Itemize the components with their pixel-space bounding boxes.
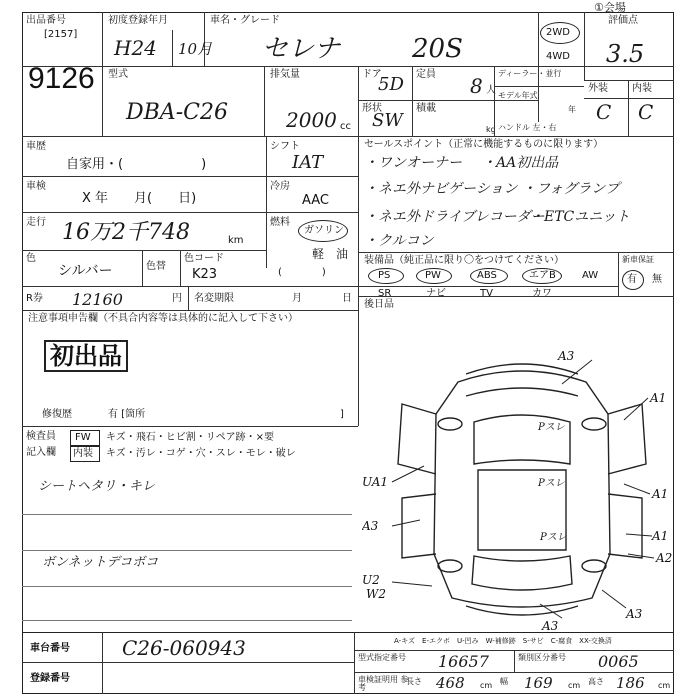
equip-airbag: エアB bbox=[529, 270, 556, 281]
int-label-box: 内装 bbox=[73, 448, 93, 459]
warranty-label: 新車保証 bbox=[622, 255, 654, 264]
fw-label: FW bbox=[75, 432, 91, 443]
warranty-yes: 有 bbox=[627, 274, 637, 285]
venue-mark: ①会場 bbox=[594, 1, 626, 14]
capacity-label: 定員 bbox=[416, 69, 436, 80]
month-unit: 月 bbox=[292, 293, 302, 304]
ac-label: 冷房 bbox=[270, 181, 290, 192]
inspector-label-2: 記入欄 bbox=[26, 447, 56, 458]
shape-label: 形状 bbox=[362, 103, 382, 114]
diag-label-u2: U2 bbox=[362, 573, 380, 587]
first-reg-year: H24 bbox=[114, 36, 157, 60]
year-unit: 年 bbox=[568, 105, 576, 114]
capacity-value: 8 bbox=[470, 74, 483, 98]
fw-items: キズ・飛石・ヒビ割・リペア跡・×要 bbox=[106, 432, 274, 443]
fuel-label: 燃料 bbox=[270, 217, 290, 228]
grade-value: 3.5 bbox=[606, 40, 645, 68]
equip-leather: カワ bbox=[532, 288, 552, 299]
equip-tv: TV bbox=[480, 288, 493, 299]
displacement-label: 排気量 bbox=[270, 69, 300, 80]
defect-legend: A-キズ E-エクボ U-凹み W-補修跡 S-サビ C-腐食 XX-交換済 bbox=[394, 637, 612, 645]
diag-label-ua1: UA1 bbox=[362, 475, 389, 489]
equip-aw: AW bbox=[582, 270, 599, 281]
sales-title: セールスポイント（正常に機能するものに限ります） bbox=[364, 139, 604, 150]
note-hand-1: シートヘタリ・キレ bbox=[38, 479, 155, 494]
inspect-value: X 年 月( 日) bbox=[82, 191, 197, 206]
mileage-value: 16万2千748 bbox=[62, 220, 190, 245]
color-value: シルバー bbox=[58, 263, 113, 279]
day-unit: 日 bbox=[342, 293, 352, 304]
length-label: 長さ bbox=[406, 677, 422, 686]
car-name: セレナ bbox=[262, 34, 341, 64]
diag-scratch-2: Pスレ bbox=[538, 478, 565, 489]
drive-4wd: 4WD bbox=[546, 51, 570, 62]
fuel-diesel: 軽 油 bbox=[312, 247, 349, 261]
lot-number: 9126 bbox=[28, 62, 95, 95]
repair-end: ] bbox=[340, 409, 344, 420]
length-value: 468 bbox=[436, 674, 465, 692]
color-code-label: 色コード bbox=[184, 253, 224, 264]
yen-unit: 円 bbox=[172, 293, 182, 304]
length-unit: cm bbox=[480, 681, 493, 690]
color-code-value: K23 bbox=[192, 267, 218, 282]
capacity-unit: 人 bbox=[486, 85, 496, 96]
diag-label-a1-r2: A1 bbox=[652, 487, 669, 501]
dealer-label: ディーラー・並行 bbox=[498, 69, 562, 78]
model-year-label: モデル年式 bbox=[498, 91, 538, 100]
history-label: 車歴 bbox=[26, 141, 46, 152]
int-value: C bbox=[638, 100, 654, 124]
chassis-value: C26-060943 bbox=[122, 636, 246, 660]
equip-abs: ABS bbox=[477, 270, 497, 281]
drive-2wd: 2WD bbox=[546, 27, 570, 38]
sales-point-4: ・フォグランプ bbox=[522, 181, 620, 197]
car-grade: 20S bbox=[412, 34, 463, 64]
type-value: 16657 bbox=[438, 652, 489, 671]
diag-label-w2: W2 bbox=[366, 587, 386, 601]
recycle-value: 12160 bbox=[72, 290, 123, 309]
first-reg-label: 初度登録年月 bbox=[108, 15, 168, 26]
sales-point-1: ・ワンオーナー bbox=[364, 155, 462, 171]
int-label: 内装 bbox=[632, 83, 652, 94]
note-hand-2: ボンネットデコボコ bbox=[42, 555, 159, 570]
shift-value: IAT bbox=[292, 152, 324, 173]
lot-sub: [2157] bbox=[44, 29, 78, 40]
fuel-paren: ( ) bbox=[278, 267, 326, 278]
inspect-label: 車検 bbox=[26, 181, 46, 192]
load-unit: kg bbox=[486, 125, 496, 134]
equip-navi: ナビ bbox=[426, 288, 446, 299]
first-listing-stamp: 初出品 bbox=[44, 340, 128, 372]
load-label: 積載 bbox=[416, 103, 436, 114]
equip-title: 装備品（純正品に限り〇をつけてください） bbox=[364, 255, 564, 266]
model-value: DBA-C26 bbox=[126, 100, 228, 125]
aftersale-label: 後日品 bbox=[364, 299, 394, 310]
recycle-label: R券 bbox=[26, 293, 43, 304]
handle-label: ハンドル 左・右 bbox=[498, 123, 557, 132]
mileage-label: 走行 bbox=[26, 217, 46, 228]
color-change-label: 色替 bbox=[146, 261, 166, 272]
diag-scratch-3: Pスレ bbox=[540, 532, 567, 543]
diag-label-a2: A2 bbox=[656, 551, 673, 565]
notes-title: 注意事項申告欄（不具合内容等は具体的に記入して下さい） bbox=[28, 313, 298, 324]
equip-ps: PS bbox=[378, 270, 391, 281]
diag-label-a3-left: A3 bbox=[362, 519, 379, 533]
color-label: 色 bbox=[26, 253, 36, 264]
height-unit: cm bbox=[658, 681, 671, 690]
sales-point-6: ・ETCユニット bbox=[530, 209, 630, 225]
fuel-gas: ガソリン bbox=[304, 225, 344, 236]
equip-pw: PW bbox=[425, 270, 441, 281]
first-reg-month: 10月 bbox=[178, 40, 213, 58]
shift-label: シフト bbox=[270, 141, 300, 152]
type-label: 型式指定番号 bbox=[358, 653, 406, 662]
km-unit: km bbox=[228, 235, 244, 246]
width-unit: cm bbox=[568, 681, 581, 690]
displacement-value: 2000 bbox=[286, 108, 337, 132]
history-value: 自家用・( ) bbox=[66, 157, 207, 172]
dim-label: 車検証明用 参考 bbox=[358, 675, 409, 692]
auction-sheet bbox=[22, 1, 674, 694]
sales-point-2: ・AA初出品 bbox=[482, 155, 559, 171]
class-value: 0065 bbox=[598, 652, 639, 671]
ac-value: AAC bbox=[302, 193, 329, 208]
ext-value: C bbox=[596, 100, 612, 124]
diag-label-a1-r3: A1 bbox=[652, 529, 669, 543]
model-label: 型式 bbox=[108, 69, 128, 80]
name-change-label: 名変期限 bbox=[194, 293, 234, 304]
height-label: 高さ bbox=[588, 677, 604, 686]
diag-scratch-1: Pスレ bbox=[538, 422, 565, 433]
int-items: キズ・汚レ・コゲ・穴・スレ・モレ・破レ bbox=[106, 448, 296, 459]
grade-label: 評価点 bbox=[608, 15, 638, 26]
lot-label: 出品番号 bbox=[26, 15, 66, 26]
equip-sr: SR bbox=[378, 288, 392, 299]
cc-unit: cc bbox=[340, 121, 351, 132]
door-label: ドア bbox=[362, 69, 382, 80]
repair-label: 修復歴 bbox=[42, 409, 72, 420]
sales-point-7: ・クルコン bbox=[364, 233, 434, 249]
sales-point-5: ・ネエ外ドライブレコーダー bbox=[364, 209, 545, 225]
chassis-label: 車台番号 bbox=[30, 643, 70, 654]
diag-label-a3-bottom: A3 bbox=[542, 619, 559, 632]
width-value: 169 bbox=[524, 674, 553, 692]
diag-label-a1-r1: A1 bbox=[650, 391, 667, 405]
warranty-no: 無 bbox=[652, 274, 662, 285]
registration-label: 登録番号 bbox=[30, 673, 70, 684]
inspector-label: 検査員 bbox=[26, 431, 56, 442]
sales-point-3: ・ネエ外ナビゲーション bbox=[364, 181, 518, 197]
car-name-label: 車名・グレード bbox=[210, 15, 280, 26]
width-label: 幅 bbox=[500, 677, 508, 686]
height-value: 186 bbox=[616, 674, 645, 692]
diag-label-a3-top: A3 bbox=[558, 349, 575, 363]
diag-label-a3-br: A3 bbox=[626, 607, 643, 621]
door-value: 5D bbox=[378, 74, 404, 95]
ext-label: 外装 bbox=[588, 83, 608, 94]
shape-value: SW bbox=[372, 110, 403, 131]
repair-value: 有 [箇所 bbox=[108, 409, 146, 420]
class-label: 類別区分番号 bbox=[518, 653, 566, 662]
car-diagram bbox=[362, 344, 674, 632]
